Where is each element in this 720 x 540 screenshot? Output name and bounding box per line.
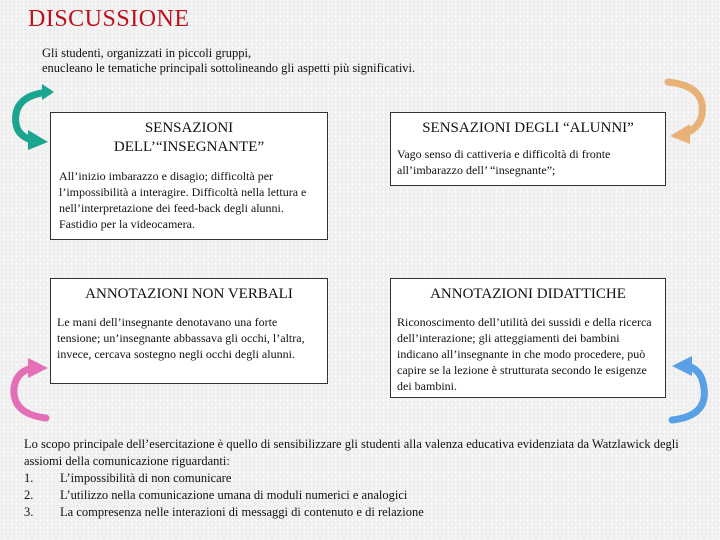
box-nonverbal-text: Le mani dell’insegnante denotavano una forte tensione; un’insegnante abbassava gli occhi, l’altra, invece, cercava sostegno negli occhi degli alunni. [57, 315, 305, 361]
box-teacher-text: All’inizio imbarazzo e disagio; difficoltà per l’impossibilità a interagire. Difficoltà nella lettura e nell’interpretazione dei feed-back degli alunni. Fastidio per la videocamera. [59, 169, 307, 231]
box-teacher-heading [59, 119, 319, 157]
box-students-feelings [390, 112, 666, 186]
curved-arrow-pink-icon [6, 356, 56, 426]
list-item [24, 487, 704, 504]
intro-line-1: Gli studenti, organizzati in piccoli gruppi, [42, 46, 252, 60]
box-nonverbal-notes [50, 278, 328, 384]
box-teacher-heading-line-1: SENSAZIONI [144, 120, 234, 136]
conclusion [24, 436, 704, 521]
box-didactic-notes [390, 278, 666, 398]
curved-arrow-orange-icon [662, 76, 712, 144]
box-didactic-text: Riconoscimento dell’utilità dei sussidi e della ricerca dell’interazione; gli atteggiamenti dei bambini indicano all’insegnante in che modo procedere, può capire se la lezione è strutturata secondo le esigenze dei bambini. [397, 315, 652, 393]
page-title: DISCUSSIONE [28, 6, 190, 32]
list-item-number: 1. [24, 471, 34, 485]
box-students-heading: SENSAZIONI DEGLI “ALUNNI” [422, 120, 634, 136]
list-item-text: La compresenza nelle interazioni di messaggi di contenuto e di relazione [60, 505, 424, 519]
curved-arrow-blue-icon [664, 352, 714, 428]
intro-line-2: enucleano le tematiche principali sottolineando gli aspetti più significativi. [42, 61, 416, 75]
box-students-text: Vago senso di cattiveria e difficoltà di fronte all’imbarazzo dell’ “insegnante”; [397, 147, 611, 177]
list-item [24, 504, 704, 521]
list-item-text: L’impossibilità di non comunicare [60, 471, 232, 485]
list-item-number: 3. [24, 505, 34, 519]
curved-arrow-teal-icon [8, 84, 56, 150]
box-nonverbal-heading: ANNOTAZIONI NON VERBALI [85, 286, 293, 302]
box-teacher-feelings [50, 112, 328, 240]
conclusion-paragraph: Lo scopo principale dell’esercitazione è quello di sensibilizzare gli studenti alla valenza educativa evidenziata da Watzlawick degli assiomi della comunicazione riguardanti: [24, 437, 679, 468]
list-item [24, 470, 704, 487]
list-item-text: L’utilizzo nella comunicazione umana di moduli numerici e analogici [60, 488, 408, 502]
list-item-number: 2. [24, 488, 34, 502]
box-teacher-heading-line-2: DELL’“INSEGNANTE” [113, 139, 265, 155]
intro-text [42, 46, 682, 76]
box-didactic-heading: ANNOTAZIONI DIDATTICHE [430, 286, 626, 302]
